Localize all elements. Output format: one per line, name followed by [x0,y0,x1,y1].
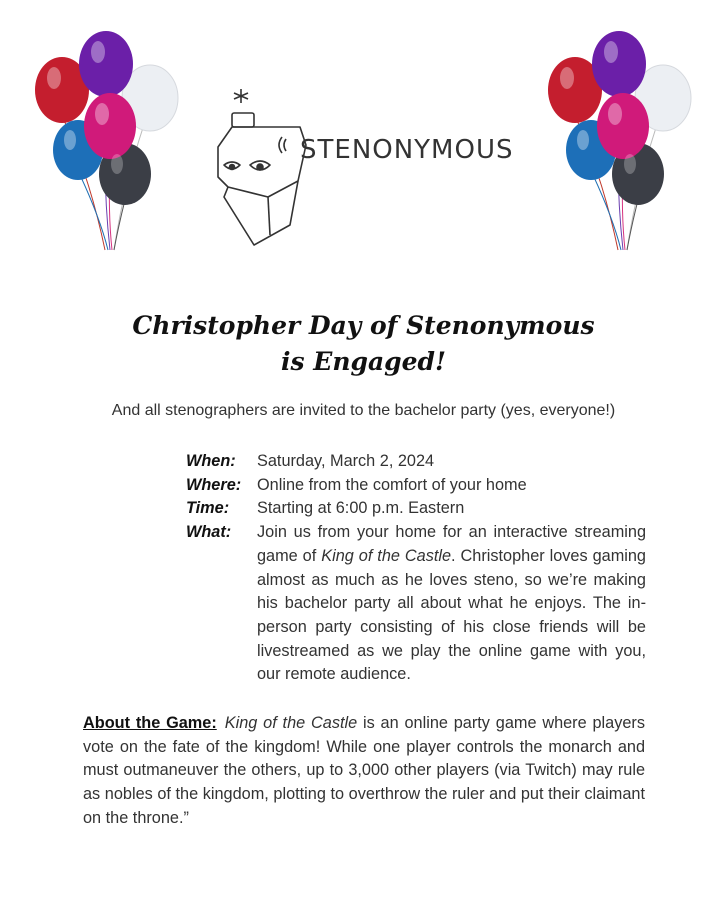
where-value: Online from the comfort of your home [257,475,527,494]
what-suffix: . Christopher loves gaming almost as much as he loves steno, so we’re making his bachelor party all about what he enjoys. The in-person party consisting of his close friends will be livestreamed as we play the online game with you, our remote audience. [257,546,646,684]
detail-row-when [186,450,646,474]
what-game-title: King of the Castle [321,546,452,565]
when-label: When: [186,452,236,470]
when-value: Saturday, March 2, 2024 [257,452,435,470]
stenonymous-logo [210,85,530,255]
robot-mascot-icon [210,85,330,255]
event-subtitle: is Engaged! [280,347,447,376]
what-label: What: [186,523,232,542]
detail-row-where [186,474,646,498]
about-body: is an online party game where players vote on the fate of the kingdom! While one player controls the monarch and must outmaneuver the others, up to 3,000 other players (via Twitch) may rule as nobles of the kingdom, plotting to overthrow the ruler and put their claimant on the throne.” [83,714,645,827]
logo-wordmark: STENONYMOUS [300,135,514,165]
where-label: Where: [186,475,242,494]
balloons-right-image [543,28,693,253]
event-details [186,450,646,687]
what-value [257,521,646,687]
about-game-title: King of the Castle [224,714,358,732]
detail-row-time [186,497,646,521]
balloons-left-image [30,28,180,253]
invitation-intro: And all stenographers are invited to the bachelor party (yes, everyone!) [111,402,616,419]
about-the-game [83,712,645,831]
what-prefix: Join us from your home for an interactive streaming game of [257,523,646,565]
about-label: About the Game: [83,714,217,732]
event-title: Christopher Day of Stenonymous [132,311,595,340]
time-label: Time: [186,499,230,518]
detail-row-what [186,521,646,687]
time-value: Starting at 6:00 p.m. Eastern [257,499,465,518]
